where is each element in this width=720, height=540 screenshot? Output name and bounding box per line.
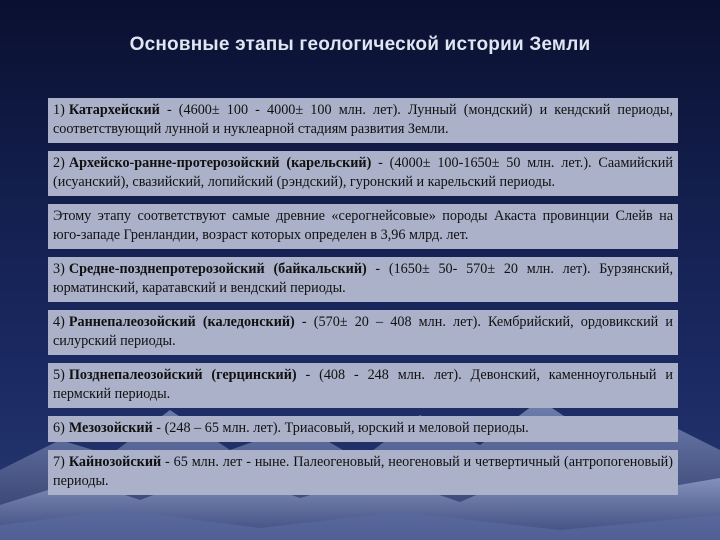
stage-description: - (248 – 65 млн. лет). Триасовый, юрский и меловой периоды. [152, 420, 529, 436]
stage-name: Кайнозойский [68, 454, 162, 470]
stage-7 [48, 450, 678, 495]
stage-2-note [48, 204, 678, 249]
stage-name: Катархейский [68, 102, 160, 118]
stage-name: Средне-позднепротерозойский (байкальский) [68, 261, 367, 277]
stage-description: Этому этапу соответствуют самые древние «серогнейсовые» породы Акаста провинции Слейв на юго-западе Гренландии, возраст которых определен в 3,96 млрд. лет. [53, 208, 673, 243]
stage-description: - 65 млн. лет - ныне. Палеогеновый, неогеновый и четвертичный (антропогеновый) периоды. [53, 454, 673, 489]
stage-number: 6) [53, 420, 65, 436]
stage-6 [48, 416, 678, 442]
stage-number: 1) [53, 102, 65, 118]
page-title: Основные этапы геологической истории Земли [129, 34, 591, 55]
stage-description: - (570± 20 – 408 млн. лет). Кембрийский, ордовикский и силурский периоды. [53, 314, 673, 349]
stage-number: 7) [53, 454, 65, 470]
stage-description: - (4000± 100-1650± 50 млн. лет.). Саамийский (исуанский), свазийский, лопийский (рэндский), гуронский и карельский периоды. [53, 155, 673, 190]
stage-name: Архейско-ранне-протерозойский (карельский) [68, 155, 372, 171]
stages-list [48, 98, 678, 503]
stage-number: 2) [53, 155, 65, 171]
stage-description: - (408 - 248 млн. лет). Девонский, каменноугольный и пермский периоды. [53, 367, 673, 402]
stage-description: - (4600± 100 - 4000± 100 млн. лет). Лунный (мондский) и кендский периоды, соответствующий лунной и нуклеарной стадиям развития Земли. [53, 102, 673, 137]
stage-name: Мезозойский [68, 420, 153, 436]
stage-name: Позднепалеозойский (герцинский) [68, 367, 297, 383]
stage-name: Раннепалеозойский (каледонский) [68, 314, 295, 330]
stage-3 [48, 257, 678, 302]
stage-4 [48, 310, 678, 355]
stage-5 [48, 363, 678, 408]
stage-number: 5) [53, 367, 65, 383]
stage-number: 3) [53, 261, 65, 277]
stage-1 [48, 98, 678, 143]
stage-number: 4) [53, 314, 65, 330]
stage-description: - (1650± 50- 570± 20 млн. лет). Бурзянский, юрматинский, каратавский и вендский периоды. [53, 261, 673, 296]
stage-2 [48, 151, 678, 196]
